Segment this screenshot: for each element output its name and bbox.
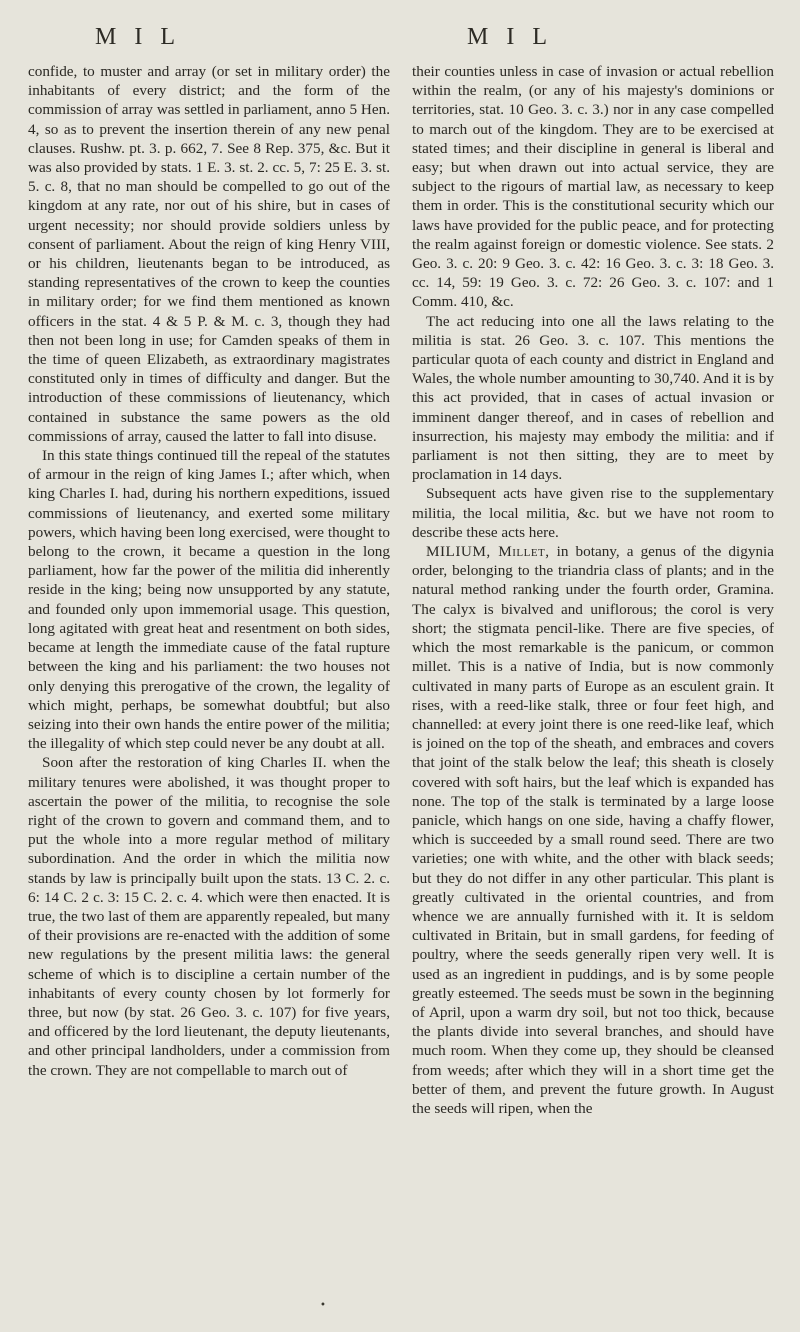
footer-mark: • xyxy=(320,1300,326,1311)
right-column xyxy=(412,62,774,1302)
running-header-left: M I L xyxy=(95,24,181,50)
right-paragraph-1: their counties unless in case of invasion or actual rebellion within the realm, (or any of his majesty's dominions or territories, stat. 10 Geo. 3. c. 3.) nor in any case compelled to march out of the kingdom. They are to be exercised at stated times; and their discipline in general is liberal and easy; but when drawn out into actual service, they are subject to the rigours of martial law, as necessary to keep them in order. This is the constitutional security which our laws have provided for the public peace, and for protecting the realm against foreign or domestic violence. See stats. 2 Geo. 3. c. 20: 9 Geo. 3. c. 42: 16 Geo. 3. c. 3: 18 Geo. 3. cc. 14, 59: 19 Geo. 3. c. 72: 26 Geo. 3. c. 107: and 1 Comm. 410, &c. xyxy=(412,63,774,311)
milium-entry xyxy=(412,542,774,1118)
left-column xyxy=(28,62,390,1302)
left-paragraph-2: In this state things continued till the repeal of the statutes of armour in the reign of king James I.; after which, when king Charles I. had, during his northern expeditions, issued commissions of lieutenancy, and exerted some military powers, which having been long exercised, were thought to belong to the crown, it became a question in the long parliament, how far the power of the militia did inherently reside in the king; being now unsupported by any statute, and founded only upon immemorial usage. This question, long agitated with great heat and resentment on both sides, became at length the immediate cause of the fatal rupture between the king and his parliament: the two houses not only denying this prerogative of the crown, the legality of which might, perhaps, be somewhat doubtful; but also seizing into their own hands the entire power of the militia; the illegality of which step could never be any doubt at all. xyxy=(28,447,390,753)
right-paragraph-2: The act reducing into one all the laws relating to the militia is stat. 26 Geo. 3. c. 107. This mentions the particular quota of each county and district in England and Wales, the whole number amounting to 30,740. And it is by this act provided, that in cases of actual invasion or imminent danger thereof, and in cases of rebellion and insurrection, his majesty may embody the militia: and if parliament is not then sitting, they are to meet by proclamation in 14 days. xyxy=(412,312,774,484)
entry-body: in botany, a genus of the digynia order, belonging to the triandria class of plants; and in the natural method ranking under the fourth order, Gramina. The calyx is bivalved and uniflorous; the corol is very short; the stigmata pencil-like. There are five species, of which the most remarkable is the panicum, or common millet. This is a native of India, but is now commonly cultivated in many parts of Europe as an esculent grain. It rises, with a reed-like stalk, three or four feet high, and channelled: at every joint there is one reed-like leaf, which is joined on the top of the sheath, and embraces and covers that joint of the stalk below the leaf; this sheath is closely covered with soft hairs, but the leaf which is expanded has none. The top of the stalk is terminated by a large loose panicle, which hangs on one side, having a chaffy flower, which is succeeded by a small round seed. There are two varieties; one with white, and the other with black seeds; but they do not differ in any other particular. This plant is greatly cultivated in the oriental countries, and from whence we are annually furnished with it. It is seldom cultivated in Britain, but in small gardens, for feeding of poultry, where the seeds generally ripen very well. It is used as an ingredient in puddings, and is by some people greatly esteemed. The seeds must be sown in the beginning of April, upon a warm dry soil, but not too thick, because the plants divide into several branches, and should have much room. When they come up, they should be cleansed from weeds; after which they will in a short time get the better of them, and prevent the future growth. In August the seeds will ripen, when the xyxy=(412,543,774,1117)
right-paragraph-3: Subsequent acts have given rise to the supplementary militia, the local militia, &c. but we have not room to describe these acts here. xyxy=(412,485,774,541)
left-paragraph-3: Soon after the restoration of king Charles II. when the military tenures were abolished, it was thought proper to ascertain the power of the militia, to recognise the sole right of the crown to govern and command them, and to put the whole into a more regular method of military subordination. And the order in which the militia now stands by law is principally built upon the stats. 13 C. 2. c. 6: 14 C. 2 c. 3: 15 C. 2. c. 4. which were then enacted. It is true, the two last of them are apparently repealed, but many of their provisions are re-enacted with the addition of some new regulations by the present militia laws: the general scheme of which is to discipline a certain number of the inhabitants of every county chosen by lot formerly for three, but now (by stat. 26 Geo. 3. c. 107) for five years, and officered by the lord lieutenant, the deputy lieutenants, and other principal landholders, under a commission from the crown. They are not compellable to march out of xyxy=(28,754,390,1079)
entry-term: MILIUM, Millet, xyxy=(426,543,550,561)
running-header-right: M I L xyxy=(467,24,553,50)
left-paragraph-1: confide, to muster and array (or set in military order) the inhabitants of every district; and the form of the commission of array was settled in parliament, anno 5 Hen. 4, so as to prevent the insertion therein of any new penal clauses. Rushw. pt. 3. p. 662, 7. See 8 Rep. 375, &c. But it was also provided by stats. 1 E. 3. st. 2. cc. 5, 7: 25 E. 3. st. 5. c. 8, that no man should be compelled to go out of the kingdom at any rate, nor out of his shire, but in cases of urgent necessity; nor should provide soldiers unless by consent of parliament. About the reign of king Henry VIII, or his children, lieutenants began to be introduced, as standing representatives of the crown to keep the counties in military order; for we find them mentioned as known officers in the stat. 4 & 5 P. & M. c. 3, though they had then not been long in use; for Camden speaks of them in the time of queen Elizabeth, as extraordinary magistrates constituted only in times of difficulty and danger. But the introduction of these commissions of lieutenancy, which contained in substance the same powers as the old commissions of array, caused the latter to fall into disuse. xyxy=(28,63,390,445)
